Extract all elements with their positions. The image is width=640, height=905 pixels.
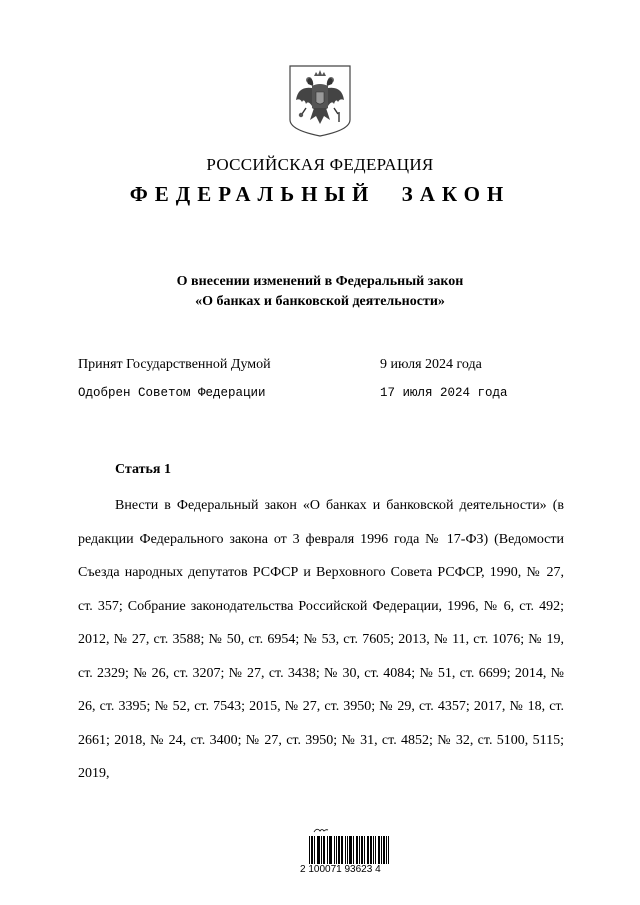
approval-label: Одобрен Советом Федерации [78,386,266,400]
law-title-line-1: О внесении изменений в Федеральный закон [176,274,464,289]
barcode-number: 2 100071 93623 4 [300,864,381,875]
law-type-heading: ФЕДЕРАЛЬНЫЙ ЗАКОН [129,182,511,206]
adoption-label: Принят Государственной Думой [78,357,271,372]
law-title [0,272,640,312]
approval-date: 17 июля 2024 года [380,386,508,400]
signature-mark-icon [313,826,329,836]
article-heading: Статья 1 [115,462,171,477]
barcode-icon [308,836,390,864]
law-title-line-2: «О банках и банковской деятельности» [195,294,445,309]
article-body-text: Внести в Федеральный закон «О банках и банковской деятельности» (в редакции Федерального закона от 3 февраля 1996 года № 17-ФЗ) (Ведомости Съезда народных депутатов РСФСР и Верховного Совета РСФСР, 1990, № 27, ст. 357; Собрание законодательства Российской Федерации, 1996, № 6, ст. 492; 2012, № 27, ст. 3588; № 50, ст. 6954; № 53, ст. 7605; 2013, № 11, ст. 1076; № 19, ст. 2329; № 26, ст. 3207; № 27, ст. 3438; № 30, ст. 4084; № 51, ст. 6699; 2014, № 26, ст. 3395; № 52, ст. 7543; 2015, № 27, ст. 3950; № 29, ст. 4357; 2017, № 18, ст. 2661; 2018, № 24, ст. 3400; № 27, ст. 3950; № 31, ст. 4852; № 32, ст. 5100, 5115; 2019, [78,498,564,781]
coat-of-arms-icon [288,64,352,138]
adoption-date: 9 июля 2024 года [380,357,482,372]
country-name: РОССИЙСКАЯ ФЕДЕРАЦИЯ [206,155,434,174]
